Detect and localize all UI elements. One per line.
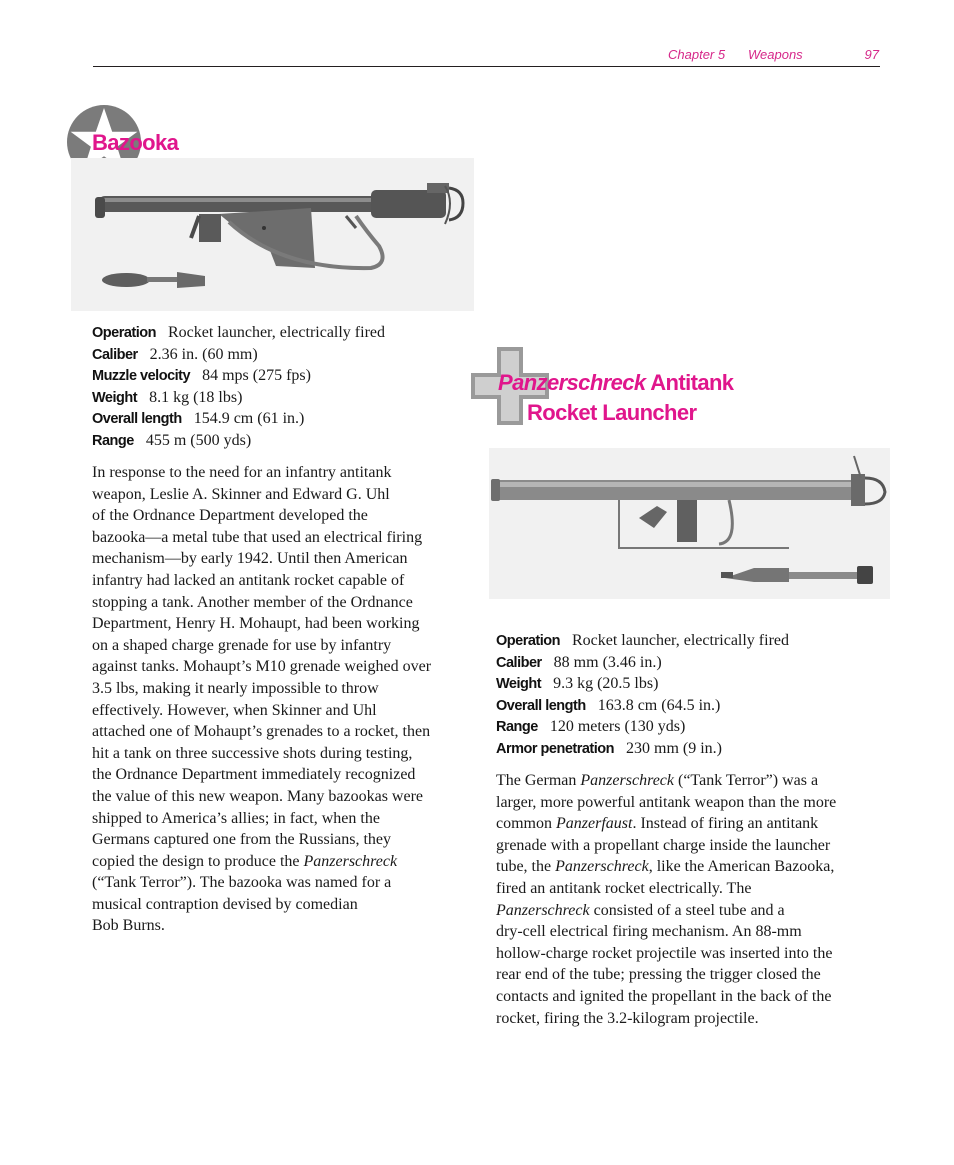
spec-row — [496, 673, 789, 695]
text-line: on a shaped charge grenade for use by infantry — [92, 636, 392, 654]
spec-label: Muzzle velocity — [92, 368, 191, 385]
text-run: tube, the — [496, 858, 556, 876]
text-line — [496, 770, 881, 792]
text-line: rocket, firing the 3.2-kilogram projectile. — [496, 1009, 759, 1027]
text-line — [496, 856, 881, 878]
spec-row — [92, 365, 385, 387]
text-line: of the Ordnance Department developed the — [92, 507, 368, 525]
spec-label: Caliber — [92, 346, 138, 363]
spec-label: Range — [496, 719, 538, 736]
spec-label: Armor penetration — [496, 740, 614, 757]
section-title-panzerschreck — [498, 368, 733, 428]
text-run: , like the American Bazooka, — [648, 858, 835, 876]
text-line: the Ordnance Department immediately recognized — [92, 766, 416, 784]
spec-value: 230 mm (9 in.) — [626, 739, 722, 757]
text-line: weapon, Leslie A. Skinner and Edward G. Uhl — [92, 485, 390, 503]
weapon-name-italic: Panzerschreck — [496, 901, 590, 919]
text-line: 3.5 lbs, making it nearly impossible to throw — [92, 679, 379, 697]
bazooka-photo — [71, 158, 474, 311]
text-line: hit a tank on three successive shots during testing, — [92, 744, 413, 762]
spec-label: Operation — [496, 633, 560, 649]
spec-row — [92, 322, 385, 344]
panzerschreck-specs — [496, 630, 789, 760]
text-line: stopping a tank. Another member of the Ordnance — [92, 593, 413, 611]
text-line — [496, 813, 881, 835]
text-run: consisted of a steel tube and a — [589, 901, 785, 919]
text-run: (“Tank Terror”) was a — [674, 772, 819, 789]
page-number: 97 — [864, 47, 879, 62]
text-line: hollow-charge rocket projectile was inserted into the — [496, 944, 833, 962]
weapon-name-italic: Panzerschreck — [580, 772, 674, 789]
text-line: dry-cell electrical firing mechanism. An 88-mm — [496, 923, 802, 941]
spec-value: 120 meters (130 yds) — [549, 718, 686, 736]
spec-value: 455 m (500 yds) — [145, 431, 252, 449]
text-line: fired an antitank rocket electrically. The — [496, 879, 752, 897]
spec-label: Weight — [92, 389, 138, 406]
spec-label: Operation — [92, 325, 156, 341]
title-line-1 — [498, 370, 733, 395]
text-line: contacts and ignited the propellant in the back of the — [496, 987, 832, 1005]
text-line: In response to the need for an infantry antitank — [92, 464, 392, 481]
text-line: effectively. However, when Skinner and Uhl — [92, 701, 377, 719]
text-line: infantry had lacked an antitank rocket capable of — [92, 571, 405, 589]
title-italic: Panzerschreck — [498, 370, 646, 395]
text-run: . Instead of firing an antitank — [632, 815, 819, 833]
text-line: against tanks. Mohaupt’s M10 grenade weighed over — [92, 658, 432, 676]
text-line: the value of this new weapon. Many bazookas were — [92, 787, 423, 805]
spec-value: 163.8 cm (64.5 in.) — [597, 696, 721, 714]
text-line: Germans captured one from the Russians, they — [92, 831, 392, 849]
text-line — [496, 900, 881, 922]
spec-label: Weight — [496, 676, 542, 693]
text-line: bazooka—a metal tube that used an electrical firing — [92, 528, 423, 546]
text-line: rear end of the tube; pressing the trigger closed the — [496, 966, 821, 984]
spec-value: Rocket launcher, electrically fired — [571, 632, 790, 649]
section-title-bazooka: Bazooka — [92, 130, 179, 155]
text-line: shipped to America’s allies; in fact, when the — [92, 809, 380, 827]
spec-value: 154.9 cm (61 in.) — [193, 410, 305, 428]
text-line — [92, 851, 477, 873]
text-line: musical contraption devised by comedian — [92, 895, 358, 913]
weapon-name-italic: Panzerschreck — [303, 852, 398, 870]
text-line: mechanism—by early 1942. Until then American — [92, 550, 408, 568]
spec-row — [92, 408, 385, 430]
spec-value: 84 mps (275 fps) — [202, 367, 311, 385]
running-header — [93, 44, 880, 67]
text-line: grenade with a propellant charge inside the launcher — [496, 836, 831, 854]
spec-value: 9.3 kg (20.5 lbs) — [553, 675, 659, 693]
bazooka-specs — [92, 322, 385, 452]
text-run: The German — [496, 772, 581, 789]
panzerschreck-photo — [489, 448, 890, 599]
bazooka-body-text — [92, 462, 477, 937]
title-line-2: Rocket Launcher — [527, 400, 697, 425]
text-run: copied the design to produce the — [92, 852, 304, 870]
spec-row — [496, 652, 789, 674]
spec-row — [496, 738, 789, 760]
spec-label: Caliber — [496, 654, 542, 671]
spec-value: Rocket launcher, electrically fired — [167, 324, 386, 341]
spec-label: Overall length — [496, 697, 586, 714]
text-line: Department, Henry H. Mohaupt, had been working — [92, 615, 420, 633]
spec-value: 2.36 in. (60 mm) — [149, 345, 258, 363]
spec-label: Overall length — [92, 411, 182, 428]
spec-row — [92, 387, 385, 409]
spec-label: Range — [92, 432, 134, 449]
header-chapter: Chapter 5 — [668, 47, 726, 62]
text-line: attached one of Mohaupt’s grenades to a rocket, then — [92, 723, 431, 741]
text-line: (“Tank Terror”). The bazooka was named for a — [92, 874, 392, 892]
spec-row — [92, 430, 385, 452]
panzerschreck-body-text — [496, 770, 881, 1029]
spec-row — [496, 716, 789, 738]
header-section: Weapons — [748, 47, 803, 62]
spec-value: 88 mm (3.46 in.) — [553, 653, 662, 671]
spec-row — [496, 630, 789, 652]
text-line: larger, more powerful antitank weapon than the more — [496, 793, 837, 811]
weapon-name-italic: Panzerfaust — [556, 815, 633, 833]
spec-row — [92, 344, 385, 366]
title-rest: Antitank — [645, 370, 734, 395]
text-run: common — [496, 815, 556, 833]
weapon-name-italic: Panzerschreck — [555, 858, 649, 876]
spec-row — [496, 695, 789, 717]
spec-value: 8.1 kg (18 lbs) — [149, 388, 243, 406]
text-line: Bob Burns. — [92, 917, 165, 935]
